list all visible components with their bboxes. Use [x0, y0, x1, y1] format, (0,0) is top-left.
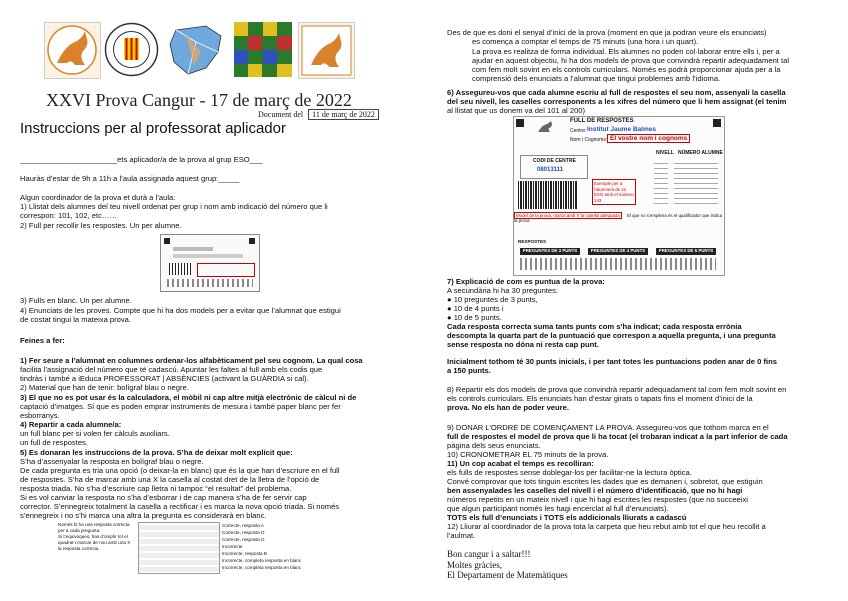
closing-line: Bon cangur i a saltar!!!	[447, 549, 531, 559]
student-name-field: El vostre nom i cognoms	[607, 134, 690, 143]
final-line: números repetits en un mateix nivell i que hi hagi escrites les respostes (que no succeeixi	[447, 495, 748, 504]
example-note-line: Només hi ha una resposta correcta	[58, 522, 130, 527]
university-seal	[104, 22, 159, 77]
model-text: Model de la prova, marca amb X la casella adequada	[516, 213, 620, 218]
doc-date: 11 de març de 2022	[308, 109, 379, 120]
task-line: 1) Fer seure a l’alumnat en columnes ordenar-los alfabèticament pel seu cognom. La qual cosa	[20, 356, 363, 365]
final-line: 9) DONAR L’ORDRE DE COMENÇAMENT LA PROVA. Assegureu-vos que tothom marca en el	[447, 423, 769, 432]
model-row	[514, 213, 724, 221]
task-line: S’ha d’assenyalar la resposta en bolígraf blau o negre.	[20, 457, 204, 466]
document-date-line	[258, 110, 379, 119]
task-line: De cada pregunta es tria una opció (o deixar-la en blanc) que és la que han d’escriure en el full	[20, 466, 340, 475]
item7-line: a 150 punts.	[447, 366, 491, 375]
mosaic-pattern	[234, 22, 292, 77]
closing-line: Moltes gràcies,	[447, 559, 502, 570]
example-note-line: Si t’equivoques, has d’omplir tot el	[58, 534, 128, 539]
sheet-marker	[249, 238, 255, 244]
example-grid	[138, 522, 220, 574]
item7-line: ● 10 de 5 punts.	[447, 313, 502, 322]
model-hint: El que no s’emplena és el qualificador que indica la prova	[514, 213, 723, 223]
task-line: corrector. S’ennegreix totalment la casella a rectificar i es marca la nova opció triada. Si només	[20, 502, 340, 511]
final-line: l’aulmat.	[447, 531, 476, 540]
schedule-line: Hauràs d’estar de 9h a 11h a l’aula assignada aquest grup:_____	[20, 174, 240, 183]
example-label: Correcte, resposta D	[222, 530, 265, 535]
codi-label: CODI DE CENTRE	[533, 158, 576, 164]
item6-line: del seu nivell, les caselles corresponents a les xifres del número que li hem assignat (el tenim	[447, 97, 787, 106]
example-label: Incorrecte	[222, 544, 243, 549]
item8-line: els controls curriculars. Els enunciats han d’estar girats o tapats fins el moment d’inici de la	[447, 394, 753, 403]
list-item: 2) Full per recollir les respostes. Un per alumne.	[20, 221, 182, 230]
sheet-answers	[167, 279, 253, 287]
example-note-line: quadrat i marcar de nou amb una X	[58, 540, 131, 545]
final-line: que algun participant només les hagi encerclat al full d’enunciats).	[447, 504, 669, 513]
sheet-highlight	[197, 263, 255, 277]
example-label: Correcte, resposta D	[222, 537, 265, 542]
kangaroo-logo-right	[298, 22, 355, 79]
kangaroo-icon	[299, 23, 354, 78]
final-line: Convé comprovar que tots tinguin escrites les dades que es demanen i, sobretot, que estiguin	[447, 477, 763, 486]
task-line: 5) Es donaran les instruccions de la prova. S’ha de deixar molt explícit que:	[20, 448, 293, 457]
item7-line: sense resposta no dóna ni resta cap punt.	[447, 340, 599, 349]
list-item: de costat tingui la mateixa prova.	[20, 315, 132, 324]
item7-line: Inicialment tothom té 30 punts inicials, i per tant totes les puntuacions poden anar de 0 fins	[447, 357, 777, 366]
example-callout: Exemple per a l’alumne/a de 2n ESO amb el número 143	[592, 179, 636, 205]
nom-label: Nom i Cognoms:	[570, 137, 608, 143]
kangaroo-icon	[45, 23, 100, 78]
codi-box	[520, 155, 588, 179]
catalonia-map	[166, 22, 221, 77]
answer-grid	[520, 258, 716, 270]
task-line: 3) El que no es pot usar és la calculadora, el mòbil ni cap altre mitjà electrònic de càlcul ni de	[20, 393, 357, 402]
assignment-line: _______________________ets aplicador/a de la prova al grup ESO___	[20, 155, 263, 164]
task-line: tindràs i també a iEduca PROFESSORAT | ABSÈNCIES (activant la GUÀRDIA si cal).	[20, 374, 309, 383]
example-label: Incorrecte, completa resposta en blanc	[222, 565, 302, 570]
example-note	[58, 522, 134, 552]
task-line: un full blanc per si volen fer càlculs auxiliars.	[20, 429, 170, 438]
list-item: 3) Fulls en blanc. Un per alumne.	[20, 296, 132, 305]
left-heading: Instruccions per al professorat aplicador	[20, 120, 286, 137]
item7-line: Cada resposta correcta suma tants punts com s’ha indicat; cada resposta errònia	[447, 322, 742, 331]
right-line: comprensió dels enunciats a l’alumnat que tingui problemes amb l’idioma.	[472, 74, 721, 83]
final-line: pàgina dels seus enunciats.	[447, 441, 541, 450]
sheet-barcode	[169, 263, 191, 275]
final-line: 11) Un cop acabat el temps es recolliran:	[447, 459, 594, 468]
task-line: un full de respostes.	[20, 438, 88, 447]
answer-sheet	[513, 116, 725, 276]
item7-line: ● 10 de 4 punts i	[447, 304, 504, 313]
page-title: XXVI Prova Cangur - 17 de març de 2022	[46, 90, 352, 110]
closing-line: El Departament de Matemàtiques	[447, 570, 568, 580]
sheet-line	[173, 254, 243, 258]
sheet-line	[173, 247, 213, 251]
centre-name: Institut Jaume Balmes	[587, 126, 656, 133]
final-line: TOTS els full d’enunciats i TOTS els addicionals lliurats a cadascú	[447, 513, 687, 522]
centre-label: Centre:	[570, 128, 587, 134]
list-item: 1) Llistat dels alumnes del teu nivell ordenat per grup i nom amb indicació del número que li	[20, 202, 328, 211]
example-note-line: la resposta correcta.	[58, 546, 100, 551]
example-label: Incorrecte, resposta B	[222, 551, 267, 556]
example-note-line: per a cada pregunta.	[58, 528, 101, 533]
right-line: Des de que es doni el senyal d’inici de la prova (moment en que ja podran veure els enunciats)	[447, 28, 767, 37]
doc-label: Document del	[258, 110, 304, 119]
final-line: 10) CRONOMETRAR EL 75 minuts de la prova.	[447, 450, 609, 459]
item6-line: 6) Assegureu-vos que cada alumne escriu al full de respostes el seu nom, assenyali la casella	[447, 88, 786, 97]
list-item: correspon: 101, 102, etc……	[20, 211, 118, 220]
task-line: captació d’imatges. Sí que es poden emprar instruments de mesura i també paper blanc per fer	[20, 402, 341, 411]
sheet-marker	[516, 119, 524, 127]
sheet-marker	[713, 119, 721, 127]
final-line: full de respostes el model de prova que li ha tocat (el trobaran indicat a la part inferior de cada	[447, 432, 788, 441]
sheet-marker	[164, 238, 170, 244]
right-line: es comença a comptar el temps de 75 minuts (una hora i un quart).	[472, 37, 699, 46]
task-line: esborranys.	[20, 411, 60, 420]
tasks-heading: Feines a fer:	[20, 336, 65, 345]
item8-line: 8) Repartir els dos models de prova que convindrà repartir adequadament tal com fem molt sovint en	[447, 385, 787, 394]
seal-icon	[104, 22, 159, 77]
final-line: ben assenyalades les caselles del nivell i el número d’identificació, que no hi hagi	[447, 486, 743, 495]
sheet-title: FULL DE RESPOSTES	[570, 118, 634, 124]
codi-value: 08013111	[537, 167, 564, 173]
list-item: 4) Enunciats de les proves. Compte que hi ha dos models per a evitar que l’alumnat que estigui	[20, 306, 341, 315]
nivell-label: NIVELL	[656, 150, 674, 156]
respostes-title: RESPOSTES	[518, 239, 547, 244]
answer-sheet-thumbnail	[160, 234, 260, 292]
band-5-points: PREGUNTES DE 5 PUNTS	[656, 248, 716, 255]
right-line: La prova es realitza de forma individual. Els alumnes no poden col·laborar entre ells i, per a	[472, 47, 780, 56]
final-line: 12) Lliurar al coordinador de la prova tota la carpeta que heu rebut amb tot el que heu recollit a	[447, 522, 766, 531]
closing	[447, 549, 568, 581]
item7-line: A secundària hi ha 30 preguntes:	[447, 286, 559, 295]
mosaic-icon	[234, 22, 292, 77]
task-line: facilita l’assignació del número que té cadascú. Apuntar les faltes al full amb els codis que	[20, 365, 323, 374]
final-line: els fulls de respostes sense doblegar-los per facilitar-ne la lectura òptica.	[447, 468, 692, 477]
item7-line: descompta la quarta part de la puntuació que correspon a aquella pregunta, i una pregunta	[447, 331, 776, 340]
band-3-points: PREGUNTES DE 3 PUNTS	[520, 248, 580, 255]
numero-boxes	[674, 159, 718, 207]
barcode	[518, 181, 578, 209]
map-icon	[166, 22, 226, 77]
task-line: resposta triada. No s’ha d’escriure cap lletra ni tampoc “el resultat” del problema.	[20, 484, 292, 493]
example-label: Incorrecte, completa resposta en blanc	[222, 558, 302, 563]
band-4-points: PREGUNTES DE 4 PUNTS	[588, 248, 648, 255]
right-line: ajudar en aquest objectiu, hi ha dos models de prova que convindrà repartir adequadament tal	[472, 56, 790, 65]
right-line: com fem molt sovint en els controls curriculars. Només es podrà proporcionar ajuda per a la	[472, 65, 781, 74]
kangaroo-logo-left	[44, 22, 101, 79]
item6-line: al llistat que us donem va del 101 al 200)	[447, 106, 586, 115]
task-line: de respostes. S’ha de marcar amb una X la casella al costat dret de la lletra de l’opció de	[20, 475, 320, 484]
example-labels	[222, 522, 301, 571]
item7-line: ● 10 preguntes de 3 punts,	[447, 295, 538, 304]
item7-line: 7) Explicació de com es puntua de la prova:	[447, 277, 605, 286]
task-line: Si es vol canviar la resposta no s’ha d’esborrar i de cap manera s’ha de fer servir cap	[20, 493, 307, 502]
numero-label: NÚMERO ALUMNE	[678, 150, 723, 156]
task-line: 4) Repartir a cada alumne/a:	[20, 420, 122, 429]
task-line: s’ennegreix i no s’hi marca una altra la pregunta es considerarà en blanc.	[20, 511, 267, 520]
task-line: 2) Material que han de tenir: bolígraf blau o negre.	[20, 383, 189, 392]
intro-line: Algun coordinador de la prova et durà a l’aula:	[20, 193, 176, 202]
example-label: Correcte, resposta A	[222, 523, 264, 528]
nivell-boxes	[654, 159, 668, 207]
kangaroo-small-icon	[536, 121, 554, 133]
item8-line: prova. No els han de poder veure.	[447, 403, 569, 412]
